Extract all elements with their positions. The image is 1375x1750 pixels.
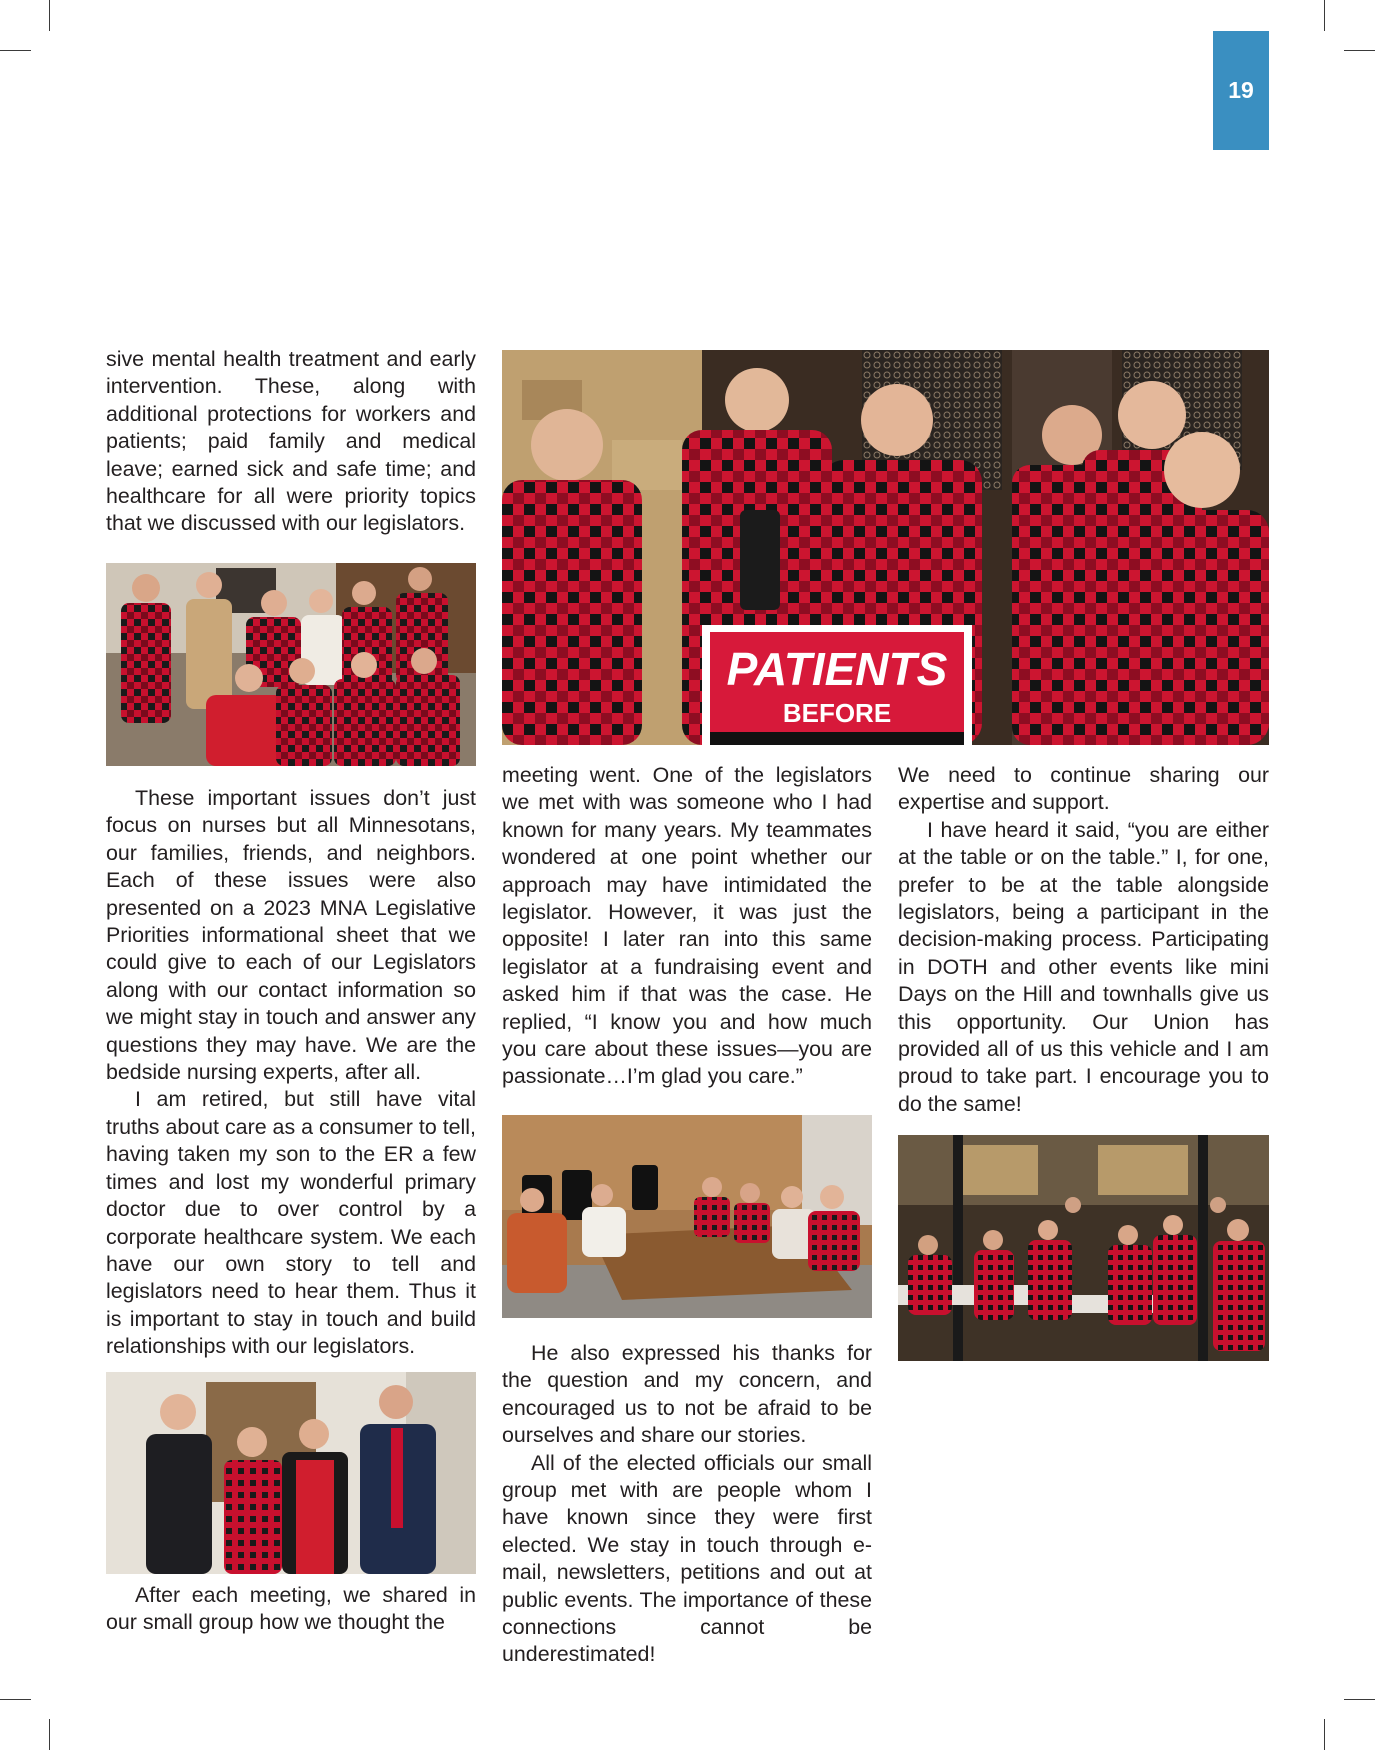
paragraph: We need to continue sharing our expertise and support. — [898, 763, 1269, 815]
crop-mark — [1344, 50, 1375, 51]
paragraph: I am retired, but still have vital truths about care as a consumer to tell, having taken my son to the ER a few times and lost my wonderful primary doctor due to over control by a corporate healthcare system. We each have our own story to tell and legislators need to hear them. Thus it is important to stay in touch and build relationships with our legislators. — [106, 1087, 476, 1359]
paragraph: He also expressed his thanks for the question and my concern, and encouraged us to not be afraid to be ourselves and share our stories. — [502, 1341, 872, 1448]
paragraph: sive mental health treatment and early intervention. These, along with additional protections for workers and patients; paid family and medical leave; earned sick and safe time; and healthcare for all were priority topics that we discussed with our legislators. — [106, 347, 476, 536]
crop-mark — [0, 1699, 31, 1700]
group-photo-four-people — [106, 1372, 476, 1574]
crop-mark — [1324, 1719, 1325, 1750]
paragraph: All of the elected officials our small group met with are people whom I have known since they were first elected. We stay in touch through e-mail, newsletters, petitions and out at public events. The importance of these connections cannot be underestimated! — [502, 1450, 872, 1667]
crop-mark — [1324, 0, 1325, 31]
photo-meeting-table — [502, 1115, 872, 1318]
photo-event-hall — [898, 1135, 1269, 1361]
crop-mark — [49, 1719, 50, 1750]
paragraph: meeting went. One of the legislators we met with was someone who I had known for many years. My teammates wondered at one point whether our approach may have intimidated the legislator. However, it was just the opposite! I later ran into this same legislator at a fundraising event and asked him if that was the case. He replied, “I know you and how much you care about these issues—you are passionate…I’m glad you care.” — [502, 763, 872, 1089]
paragraph: I have heard it said, “you are either at the table or on the table.” I, for one, prefer to be at the table alongside legislators, being a participant in the decision-making process. Participating in DOTH and other events like mini Days on the Hill and townhalls give us this opportunity. Our Union has provided all of us this vehicle and I am proud to take part. I encourage you to do the same! — [898, 817, 1269, 1116]
middle-column-top-text — [502, 762, 872, 1091]
left-column-bottom-text — [106, 1582, 476, 1637]
left-column-top-text — [106, 346, 476, 538]
group-photo-office — [106, 563, 476, 766]
right-column-text — [898, 762, 1269, 1118]
middle-column-bottom-text — [502, 1340, 872, 1669]
crop-mark — [49, 0, 50, 31]
sign-text-before: BEFORE — [782, 698, 892, 728]
left-column-mid-text — [106, 785, 476, 1361]
page-number: 19 — [1213, 31, 1269, 150]
main-photo-press-conference — [502, 350, 1269, 745]
crop-mark — [1344, 1699, 1375, 1700]
crop-mark — [0, 50, 31, 51]
paragraph: After each meeting, we shared in our small group how we thought the — [106, 1583, 476, 1635]
paragraph: These important issues don’t just focus on nurses but all Minnesotans, our families, friends, and neighbors. Each of these issues were also presented on a 2023 MNA Legislative Priorities informational sheet that we could give to each of our Legislators along with our contact information so we might stay in touch and answer any questions they may have. We are the bedside nursing experts, after all. — [106, 786, 476, 1085]
sign-text-patients: PATIENTS — [726, 643, 948, 695]
